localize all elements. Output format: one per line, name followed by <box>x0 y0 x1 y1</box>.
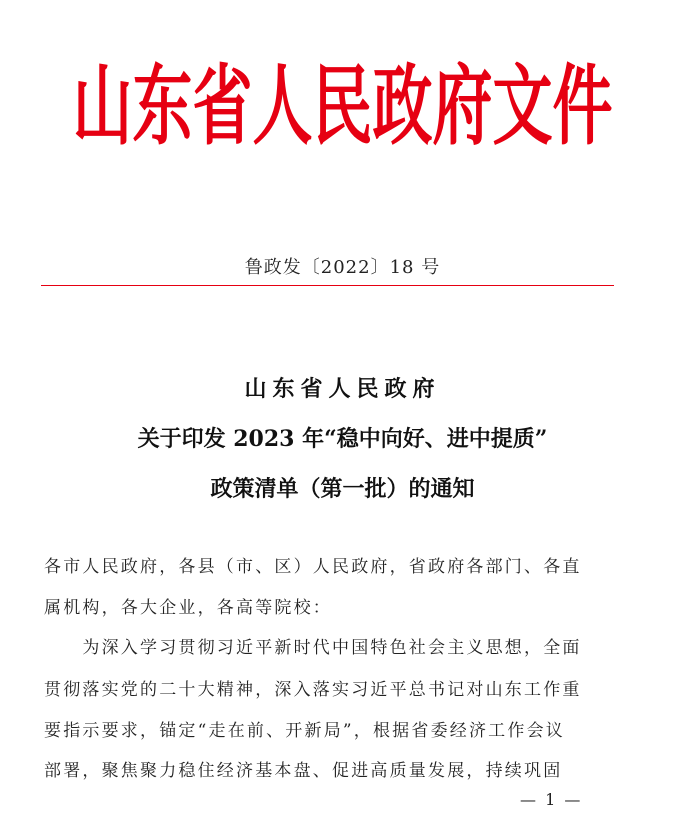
document-number: 鲁政发〔2022〕18 号 <box>244 257 441 278</box>
title-line-2: 关于印发 2023 年“稳中向好、进中提质” <box>137 426 548 452</box>
body-line: 贯彻落实党的二十大精神，深入落实习近平总书记对山东工作重 <box>44 680 582 700</box>
page-number: — 1 — <box>520 790 583 809</box>
red-divider-line <box>41 285 614 286</box>
body-line: 各市人民政府，各县（市、区）人民政府，省政府各部门、各直 <box>44 557 582 577</box>
body-line: 为深入学习贯彻习近平新时代中国特色社会主义思想，全面 <box>44 638 582 658</box>
body-line: 部署，聚焦聚力稳住经济基本盘、促进高质量发展，持续巩固 <box>44 761 563 781</box>
body-line: 要指示要求，锚定“走在前、开新局”，根据省委经济工作会议 <box>44 721 565 741</box>
body-line: 属机构，各大企业，各高等院校： <box>44 598 332 618</box>
title-line-3: 政策清单（第一批）的通知 <box>210 476 475 502</box>
title-line-1: 山东省人民政府 <box>244 376 441 402</box>
document-masthead: 山东省人民政府文件 <box>72 56 613 158</box>
